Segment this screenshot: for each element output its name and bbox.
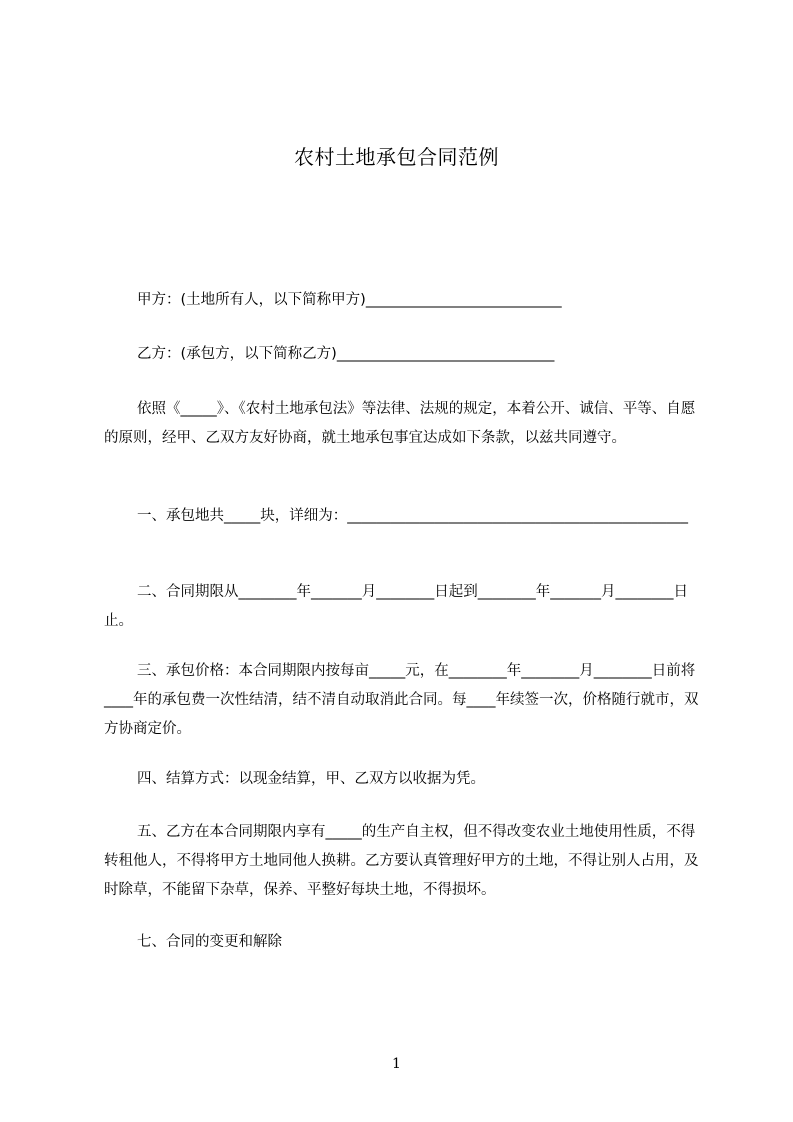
party-b-line: [104, 340, 702, 369]
clause-5-text: 五、乙方在本合同期限内享有_____的生产自主权，但不得改变农业土地使用性质，不得转租他人，不得将甲方土地同他人换耕。乙方要认真管理好甲方的土地，不得让别人占用，及时除草，不能留下杂草，保养、平整好每块土地，不得损坏。: [104, 824, 699, 898]
clause-3-paragraph: [104, 657, 702, 744]
document-title: 农村土地承包合同范例: [294, 145, 499, 169]
page-number: 1: [392, 1056, 401, 1072]
clause-7-heading: [104, 928, 702, 957]
clause-2-paragraph: [104, 578, 702, 636]
preamble-paragraph: [104, 395, 702, 453]
clause-1-paragraph: [104, 502, 702, 531]
party-a-line: [104, 286, 702, 315]
clause-4-paragraph: [104, 765, 702, 794]
clause-1-text: 一、承包地共_____块，详细为：_______________________________________________: [137, 508, 688, 524]
clause-5-paragraph: [104, 818, 702, 905]
clause-4-text: 四、结算方式：以现金结算，甲、乙双方以收据为凭。: [137, 771, 485, 787]
clause-2-text: 二、合同期限从________年_______月________日起到________年_______月________日止。: [104, 584, 688, 629]
clause-3-text: 三、承包价格：本合同期限内按每亩_____元，在________年________月________日前将____年的承包费一次性结清，结不清自动取消此合同。每____年续签一次，价格随行就市，双方协商定价。: [104, 663, 699, 737]
clause-7-text: 七、合同的变更和解除: [137, 934, 282, 950]
party-b-text: 乙方：(承包方，以下简称乙方)______________________________: [137, 346, 555, 362]
preamble-text: 依照《_____》、《农村土地承包法》等法律、法规的规定，本着公开、诚信、平等、自愿的原则，经甲、乙双方友好协商，就土地承包事宜达成如下条款，以兹共同遵守。: [104, 401, 696, 446]
party-a-text: 甲方：(土地所有人，以下简称甲方)___________________________: [137, 292, 562, 308]
